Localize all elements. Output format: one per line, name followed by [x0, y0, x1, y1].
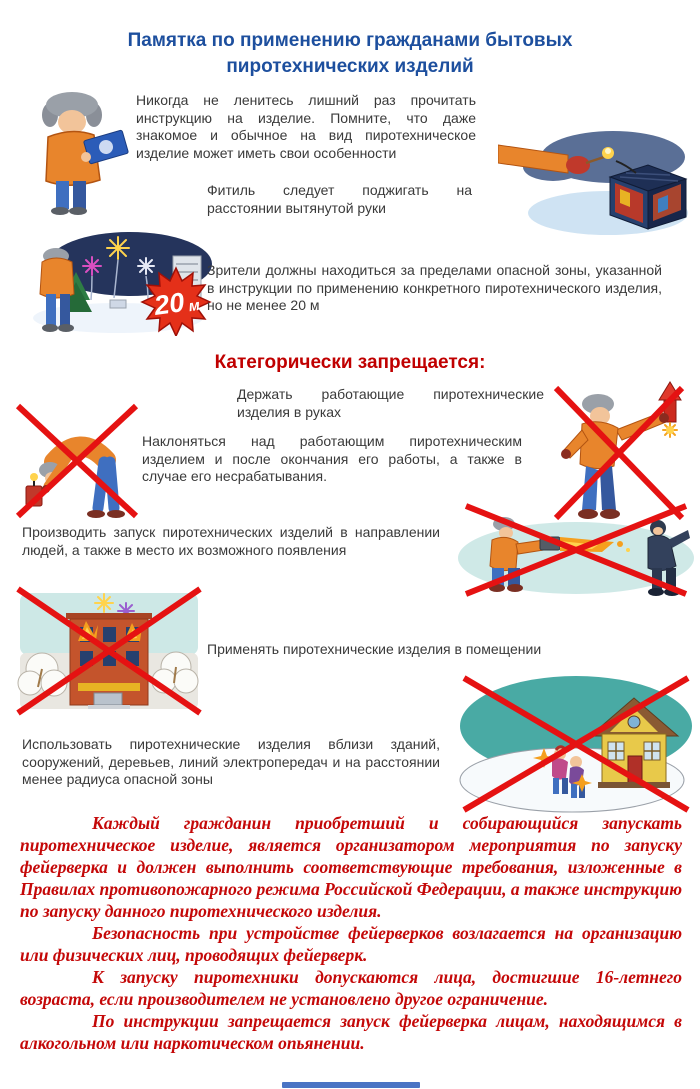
illustration-bending-over-firework-crossed: [8, 398, 146, 523]
page-title: Памятка по применению гражданами бытовых пиротехнических изделий: [127, 30, 573, 77]
footer-paragraph-intoxication: По инструкции запрещается запуск фейерверка лицам, находящимся в алкогольном или наркотическом опьянении.: [20, 1011, 682, 1053]
footer-legal-text: [20, 812, 682, 1054]
prohibition-launch-at-people-text: Производить запуск пиротехнических изделий в направлении людей, а также в место их возможного появления: [22, 524, 440, 558]
fireworks-spectators-icon: [18, 228, 213, 336]
prohibition-near-buildings-text: Использовать пиротехнические изделия вблизи зданий, сооружений, деревьев, линий электропередач и на расстоянии менее радиуса опасной зоны: [22, 736, 440, 787]
footer-paragraph-responsibility: Безопасность при устройстве фейерверков возлагается на организацию или физических лиц, проводящих фейерверк.: [20, 923, 682, 965]
spectators-text: Зрители должны находиться за пределами опасной зоны, указанной в инструкции по применению конкретного пиротехнического изделия, но не менее 20 м: [207, 262, 662, 313]
footer-paragraph-organizer: Каждый гражданин приобретший и собирающийся запускать пиротехническое изделие, является организатором мероприятия по запуску фейерверка и должен выполнить соответствующие требования, изложенные в Правилах противопожарного режима Российской Федерации, а также инструкцию по запуску данного пиротехнического изделия.: [20, 813, 682, 921]
red-cross-icon: [18, 406, 136, 516]
prohibition-indoor-text: Применять пиротехнические изделия в помещении: [207, 641, 542, 657]
illustration-lighting-fuse: [498, 115, 698, 240]
man-bending-icon: [8, 398, 146, 523]
firework-aimed-at-person-icon: [452, 500, 700, 600]
burning-building-icon: [8, 583, 210, 720]
illustration-indoor-use-crossed: [8, 583, 210, 720]
illustration-spectators-distance: [18, 228, 213, 336]
distance-value: 20: [152, 287, 187, 321]
footer-paragraph-age-limit: К запуску пиротехники допускаются лица, достигшие 16-летнего возраста, если производителем не установлено другое ограничение.: [20, 967, 682, 1009]
read-instructions-text: Никогда не ленитесь лишний раз прочитать инструкцию на изделие. Помните, что даже знакомое и обычное на вид пиротехническое изделие может иметь свои особенности: [136, 92, 476, 161]
hand-lighting-firework-icon: [498, 115, 698, 240]
firework-near-house-icon: [452, 670, 700, 818]
illustration-launch-at-people-crossed: [452, 500, 700, 600]
illustration-near-buildings-crossed: [452, 670, 700, 818]
illustration-man-reading-instructions: [10, 85, 140, 215]
prohibition-hold-in-hands-text: Держать работающие пиротехнические изделия в руках: [237, 386, 544, 420]
light-fuse-text: Фитиль следует поджигать на расстоянии вытянутой руки: [207, 182, 472, 216]
man-reading-icon: [10, 85, 140, 215]
footer-accent-bar: [282, 1082, 420, 1088]
prohibition-bend-over-text: Наклоняться над работающим пиротехническим изделием и после окончания его работы, а также в случае его несрабатывания.: [142, 433, 522, 484]
distance-unit: м: [187, 296, 201, 316]
prohibitions-heading: Категорически запрещается:: [214, 352, 486, 373]
